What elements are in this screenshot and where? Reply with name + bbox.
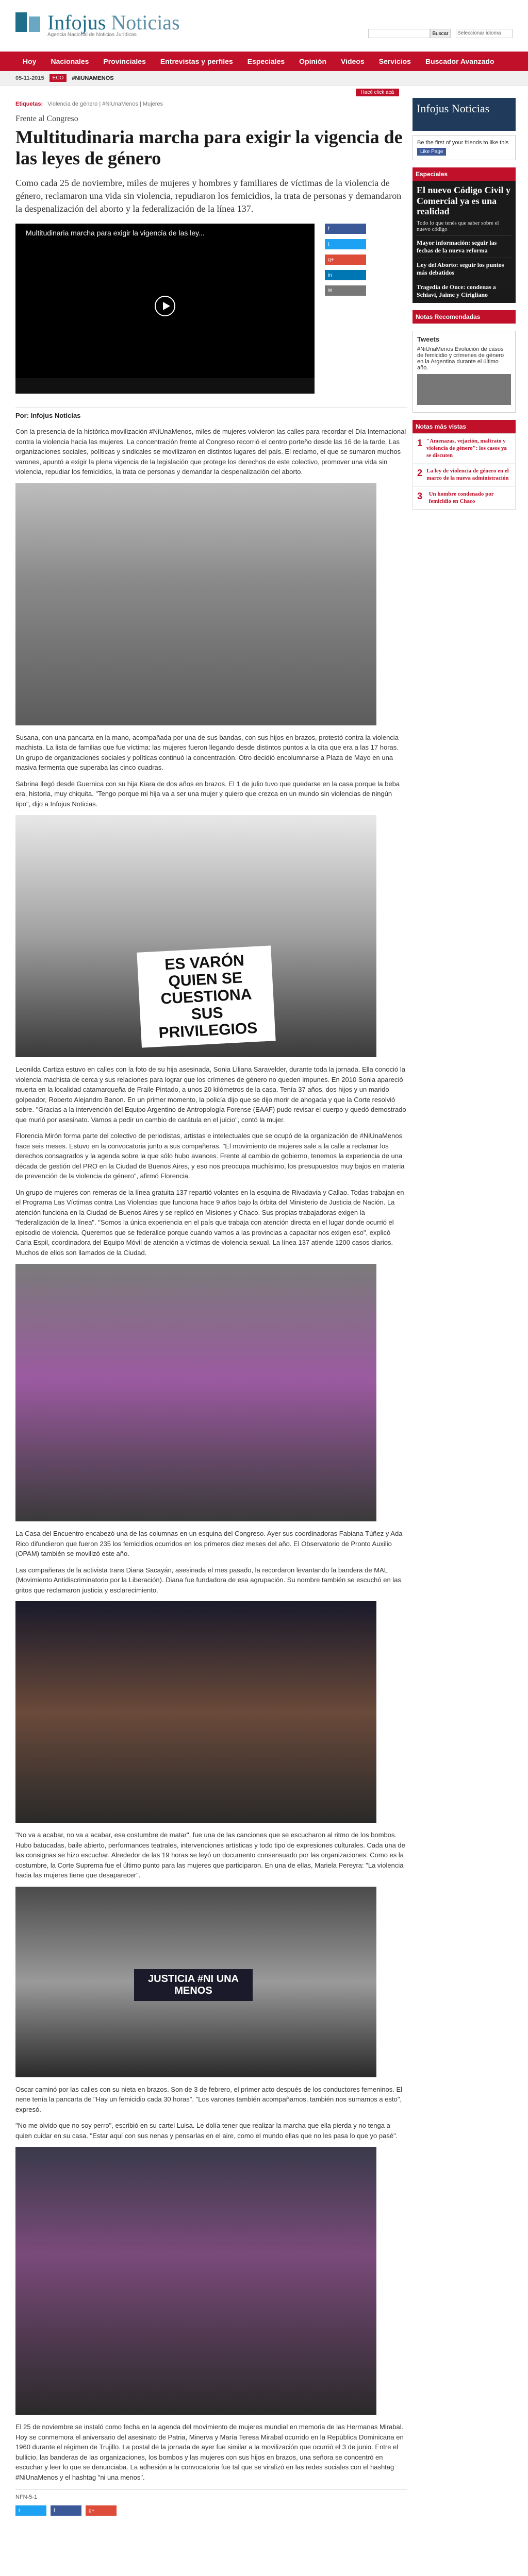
article-paragraph: Oscar caminó por las calles con su nieta en brazos. Son de 3 de febrero, el primer acto después de los conductores femeninos. El nene tenía la pancarta de "Hay un femicidio cada 30 horas". "Los varones también acompañamos, también nos sumamos a esto", expresó. (15, 2085, 403, 2113)
article-headline: Multitudinaria marcha para exigir la vigencia de las leyes de género (15, 127, 403, 169)
especiales-title: Especiales (412, 167, 516, 181)
video-title: Multitudinaria marcha para exigir la vigencia de las ley... (26, 229, 205, 238)
tweet-text: #NiUnaMenos Evolución de casos de femicidio y crímenes de género en la Argentina durante el último año. (417, 346, 504, 371)
protest-sign-text: ES VARÓN QUIEN SE CUESTIONA SUS PRIVILEGIOS (137, 946, 275, 1048)
search-button[interactable]: Buscar (430, 29, 451, 38)
nav-item-buscador[interactable]: Buscador Avanzado (425, 57, 494, 65)
share-column (325, 224, 407, 301)
language-select[interactable]: Seleccionar idioma (456, 29, 513, 38)
article-paragraph: Sabrina llegó desde Guernica con su hija Kiara de dos años en brazos. El 1 de julio tuvo que quedarse en la casa porque la beba era, historia, muy chiquita. "Tengo porque mi hija va a ser una mujer y quiero que crezca en un mundo sin violencias de ningún tipo", dijo a Infojus Noticias. (15, 779, 400, 808)
nav-item-servicios[interactable]: Servicios (378, 57, 411, 65)
article-paragraph: Susana, con una pancarta en la mano, acompañada por una de sus bandas, con sus hijos en brazos, protestó contra la violencia machista. La lista de familias que fue víctima: las mujeres fueron llegando desde distintos puntos a la cita que era a las 17 horas. Un grupo de organizaciones sociales y políticas continuó la concentración. Otro decidió encolumnarse a Plaza de Mayo en una masiva fermenta que superaba las cinco cuadras. (15, 733, 399, 772)
sub-navigation (0, 71, 528, 86)
women-march-photo (15, 2147, 376, 2415)
nav-item-nacionales[interactable]: Nacionales (51, 57, 89, 65)
justice-sign-photo (15, 1887, 376, 2077)
especiales-box[interactable] (412, 181, 516, 303)
follow-button[interactable]: Hacé click acá (356, 89, 399, 96)
twitter-share-button[interactable]: t (15, 2505, 46, 2516)
tweet-image[interactable] (417, 374, 511, 405)
article-tags: NFN-5-1 (15, 2489, 407, 2500)
nav-item-provinciales[interactable]: Provinciales (103, 57, 146, 65)
especiales-item[interactable]: Mayor información: seguir las fechas de la nueva reforma (417, 235, 512, 255)
logo-text: Infojus Noticias (47, 11, 180, 34)
protest-sign-photo (15, 815, 376, 1057)
breadcrumb (15, 101, 163, 107)
especiales-desc: Todo lo que tenés que saber sobre el nuevo código (417, 220, 499, 233)
mother-baby-photo (15, 1601, 376, 1823)
article (15, 114, 407, 2516)
nav-item-entrevistas[interactable]: Entrevistas y perfiles (160, 57, 233, 65)
googleplus-share-button[interactable]: g+ (325, 255, 366, 265)
most-viewed-item[interactable]: 1 "Amenazas, vejación, maltrato y violencia de género": los casos ya se discuten (413, 434, 515, 464)
article-paragraph: La Casa del Encuentro encabezó una de las columnas en un esquina del Congreso. Ayer sus coordinadoras Fabiana Túñez y Ada Rico difundieron que fueron 235 los femicidios ocurridos en los primeros diez meses del año. El Observatorio de Pronto Auxilio (OPAM) también se movilizó este año. (15, 1530, 403, 1558)
linkedin-share-button[interactable]: in (325, 270, 366, 280)
article-kicker: Frente al Congreso (15, 114, 78, 123)
article-paragraph: Florencia Mirón forma parte del colectivo de periodistas, artistas e intelectuales que se ocupó de la organización de #NiUnaMenos hace seis meses. Estuvo en la convocatoria junto a sus compañeras. "El movimiento de mujeres sale a la calle a reclamar los derechos consagrados y la agenda sobre la que sólo hubo avances. Frente al cambio de gobierno, tenemos la experiencia de una década de gestión del PRO en la Ciudad de Buenos Aires, y eso nos preocupa muchísimo, los presupuestos muy bajos en materia de prevención de la violencia de género", afirmó Florencia. (15, 1132, 405, 1180)
facebook-share-button[interactable]: f (51, 2505, 81, 2516)
facebook-text: Be the first of your friends to like this (417, 140, 509, 146)
sidebar-banner[interactable]: Infojus Noticias (412, 98, 516, 131)
most-viewed-item[interactable]: 3 Un hombre condenado por femicidio en Chaco (413, 487, 515, 510)
article-lead: Como cada 25 de noviembre, miles de mujeres y hombres y familiares de víctimas de la violencia de género, reclamaron una vida sin violencia, repudiaron los femicidios, la trata de personas y demandaron la despenalización del aborto y la federalización de la línea 137. (15, 177, 402, 214)
share-bottom-row (15, 2505, 407, 2516)
article-paragraph: Con la presencia de la histórica movilización #NiUnaMenos, miles de mujeres volvieron las calles para recordar el Día Internacional contra la violencia hacia las mujeres. La concentración frente al Congreso recorrió el centro porteño desde las 16 de la tarde. Las organizaciones sociales, políticas y sindicales se movilizaron en distintos lugares del país. El reclamo, el que se sumaron muchos varones, apuntó a exigir la plena vigencia de la legislación que protege los derechos de este colectivo, promover una vida sin violencia, repudiar los femicidios, la trata de personas y demandar la despenalización del aborto. (15, 428, 406, 476)
breadcrumb-tags[interactable]: Violencia de género | #NiUnaMenos | Mujeres (47, 101, 163, 107)
facebook-like-button[interactable]: Like Page (417, 148, 446, 156)
eco-badge[interactable]: ECO (50, 74, 67, 82)
facebook-widget (412, 135, 516, 160)
recomendadas-title: Notas Recomendadas (412, 310, 516, 324)
twitter-share-button[interactable]: t (325, 239, 366, 249)
nav-item-videos[interactable]: Videos (341, 57, 365, 65)
twitter-title: Tweets (417, 335, 440, 344)
article-byline: Por: Infojus Noticias (15, 407, 407, 419)
most-viewed-list (412, 433, 516, 510)
article-paragraph: Leonilda Cartiza estuvo en calles con la foto de su hija asesinada, Sonia Liliana Saravelder, durante toda la jornada. Ella conoció la violencia machista de cerca y sus relaciones para lograr que los crímenes de género no queden impunes. En 2010 Sonia apareció muerta en la localidad catamarqueña de Fraile Pintado, a unos 20 kilómetros de la casa. Tenía 37 años, dos hijos y un marido golpeador, Roberto Alejandro Banon. En un primer momento, la policía dijo que se dijo morir de ahogada y que la Corte resolvió sobre. "Gracias a la intervención del Equipo Argentino de Antropología Forense (EAAF) pudo revisar el cuerpo y quedó demostrado que murió por asesinato. Vamos a pedir un cambio de carátula en el juicio", contó la mujer. (15, 1065, 406, 1124)
especiales-item[interactable]: Ley del Aborto: seguir los puntos más debatidos (417, 258, 512, 277)
hashtag-link[interactable]: #NIUNAMENOS (72, 75, 114, 81)
current-date: 05-11-2015 (15, 75, 44, 81)
site-header (0, 0, 528, 52)
justice-sign-text: JUSTICIA #NI UNA MENOS (134, 1969, 253, 2001)
nav-item-especiales[interactable]: Especiales (247, 57, 285, 65)
march-photo (15, 483, 376, 725)
main-nav (0, 52, 528, 71)
article-paragraph: El 25 de noviembre se instaló como fecha en la agenda del movimiento de mujeres mundial en memoria de las Hermanas Mirabal. Hoy se conmemora el aniversario del asesinato de Patria, Minerva y María Teresa Mirabal ocurrido en la República Dominicana en 1960 durante el régimen de Trujillo. La postal de la jornada de ayer fue similar a la movilización que ocurrió el 3 de junio. Entre el bullicio, las banderas de las organizaciones, los bombos y las mujeres con sus hijos en brazos, una señora se concentró en escuchar y leer lo que se denunciaba. La adhesión a la convocatoria fue tal que se viralizó en las redes sociales con el hashtag #NiUnaMenos y el hashtag "ni una menos". (15, 2423, 404, 2481)
crowd-photo (15, 1264, 376, 1521)
play-icon[interactable] (155, 296, 175, 316)
article-paragraph: "No va a acabar, no va a acabar, esa costumbre de matar", fue una de las canciones que se escucharon al ritmo de los bombos. Hubo batucadas, baile abierto, performances teatrales, intervenciones artísticas y todo tipo de expresiones culturales. Cada una de las consignas se hizo escuchar. Alrededor de las 19 horas se leyó un documento consensuado por las organizaciones. Como es la costumbre, la Corte Suprema fue el último punto para las mujeres que participaron. En una de ellas, Mariela Pereyra: "La violencia hacia las mujeres tiene que desaparecer". (15, 1831, 405, 1879)
breadcrumb-label: Etiquetas: (15, 101, 43, 107)
nav-item-hoy[interactable]: Hoy (23, 57, 37, 65)
search-bar (368, 29, 451, 38)
nav-item-opinion[interactable]: Opinión (299, 57, 327, 65)
googleplus-share-button[interactable]: g+ (86, 2505, 117, 2516)
most-viewed-item[interactable]: 2 La ley de violencia de género en el marco de la nueva administración (413, 464, 515, 487)
sidebar (412, 98, 516, 510)
especiales-headline[interactable]: El nuevo Código Civil y Comercial ya es una realidad (417, 185, 511, 217)
search-input[interactable] (368, 29, 430, 38)
logo-subtitle: Agencia Nacional de Noticias Jurídicas (47, 32, 137, 38)
video-player[interactable] (15, 224, 315, 394)
video-controls[interactable] (15, 378, 315, 394)
logo-mark-icon (15, 9, 42, 36)
article-paragraph: "No me olvido que no soy perro", escribió en su cartel Luisa. Le dolía tener que realizar la marcha que ella pierda y no tenga a quien cuidar en su casa. "Estar aquí con sus nenas y pensarlas en el aire, como el mundo ellas que no les pasa lo que yo pasé". (15, 2122, 398, 2140)
article-paragraph: Las compañeras de la activista trans Diana Sacayán, asesinada el mes pasado, la recordaron levantando la bandera de MAL (Movimiento Antidiscriminatorio por la Liberación). Diana fue fundadora de esa agrupación. Su nombre también se escuchó en las gritos que reclamaron justicia y esclarecimiento. (15, 1566, 401, 1594)
email-share-button[interactable]: ✉ (325, 285, 366, 296)
facebook-share-button[interactable]: f (325, 224, 366, 234)
mas-vistas-title: Notas más vistas (412, 420, 516, 433)
especiales-item[interactable]: Tragedia de Once: condenas a Schiavi, Jaime y Cirigliano (417, 280, 512, 299)
media-row (15, 224, 407, 399)
twitter-widget (412, 331, 516, 413)
article-paragraph: Un grupo de mujeres con remeras de la línea gratuita 137 repartió volantes en la esquina de Rivadavia y Callao. Todas trabajan en el Programa Las Víctimas contra Las Violencias que funciona hace 9 años bajo la órbita del Ministerio de Justicia de Nación. La atención funciona en la Ciudad de Buenos Aires y se replicó en Misiones y Chaco. Sus propias trabajadoras exigen la "federalización de la línea". "Somos la única experiencia en el país que trabaja con atención directa en el lugar donde ocurrió el episodio de violencia. Queremos que se federalice porque cuando vamos a las provincias a capacitar nos exigen eso", explicó Carla Espil, coordinadora del Equipo Móvil de atención a víctimas de violencia sexual. La línea 137 atiende 1200 casos diarios. Muchos de ellos son llamados de la Ciudad. (15, 1188, 404, 1257)
